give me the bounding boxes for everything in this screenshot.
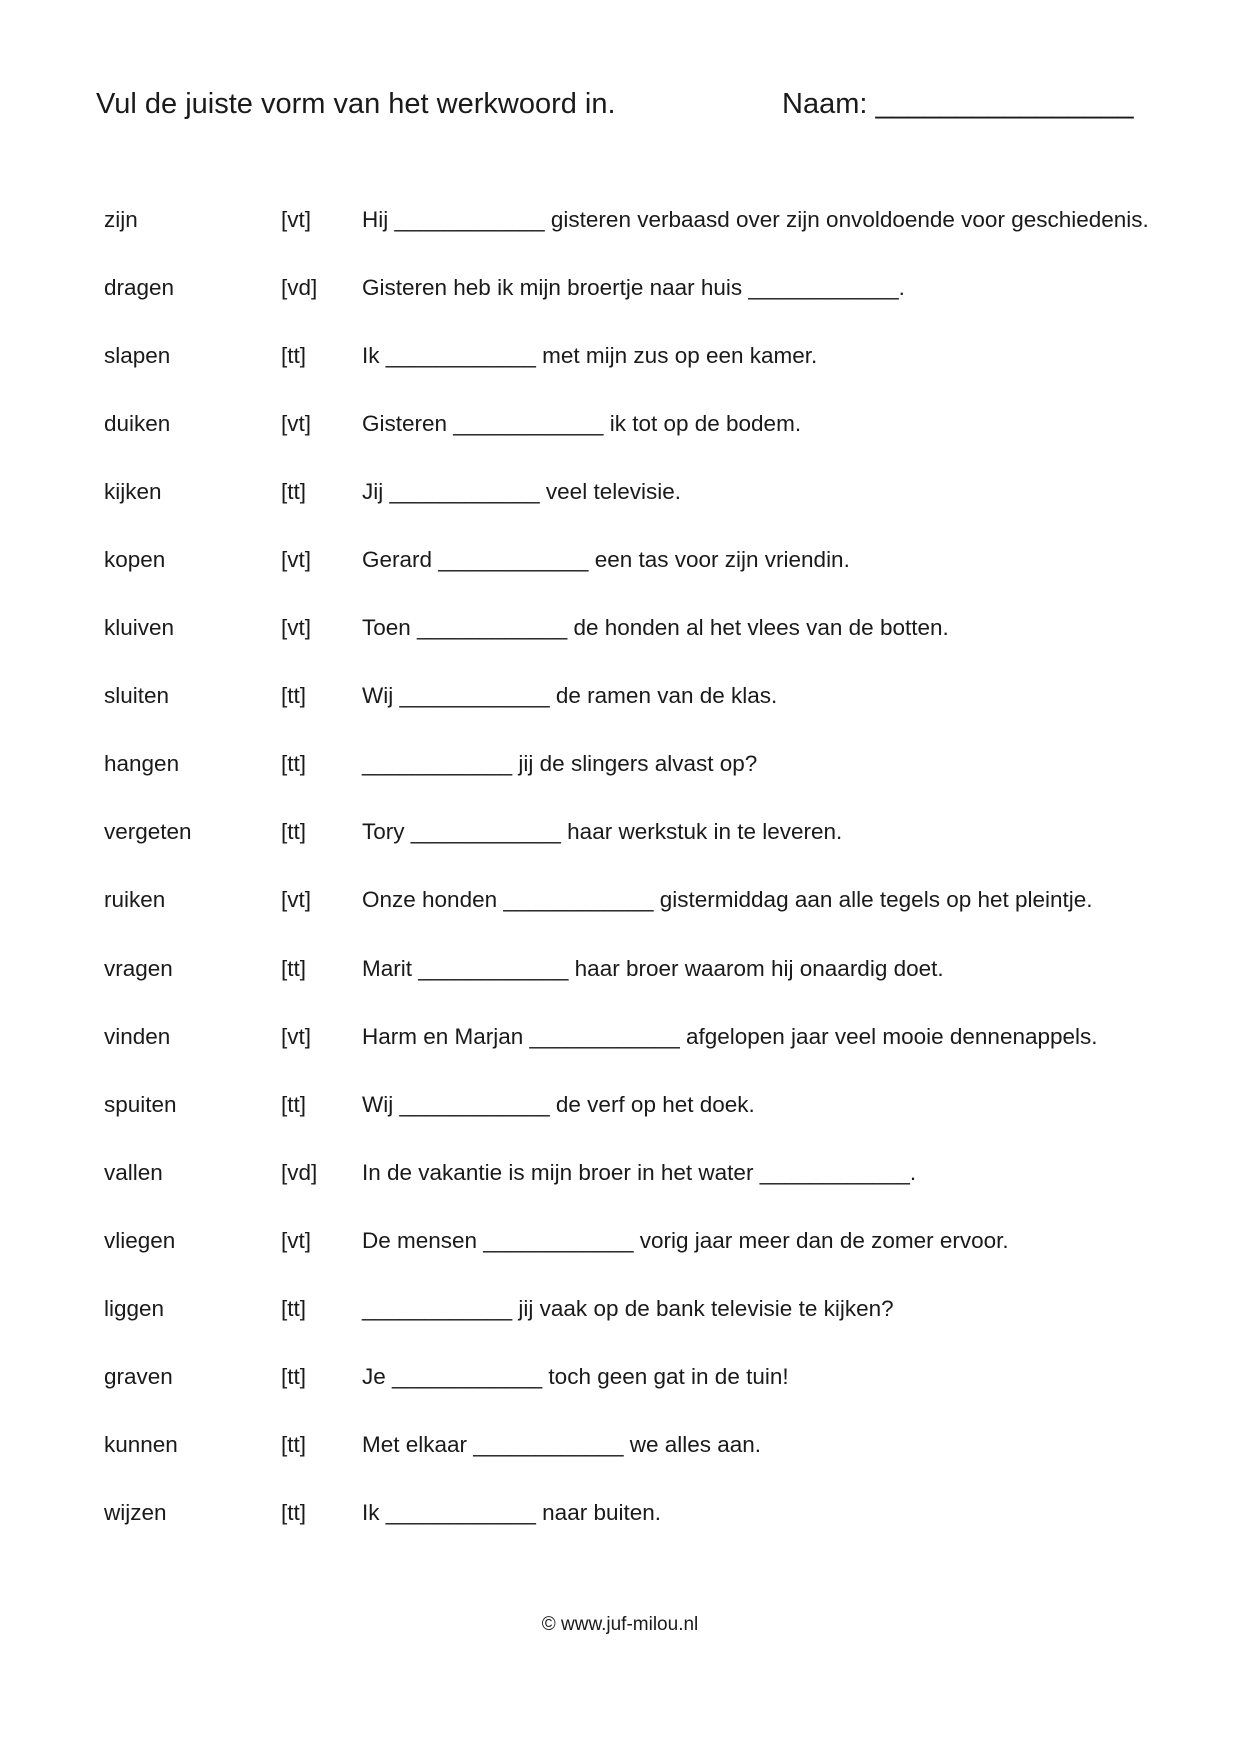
exercise-sentence: Ik ____________ naar buiten. bbox=[362, 1499, 662, 1525]
verb-label: vergeten bbox=[104, 819, 192, 845]
exercise-sentence: Jij ____________ veel televisie. bbox=[362, 479, 681, 505]
verb-label: vallen bbox=[104, 1159, 163, 1185]
exercise-row bbox=[0, 1289, 1240, 1357]
exercise-row bbox=[0, 200, 1240, 268]
exercise-sentence: Harm en Marjan ____________ afgelopen jaar veel mooie dennenappels. bbox=[362, 1023, 1098, 1049]
copyright-footer: © www.juf-milou.nl bbox=[541, 1614, 699, 1635]
tense-label: [tt] bbox=[281, 1431, 307, 1457]
exercise-sentence: Hij ____________ gisteren verbaasd over zijn onvoldoende voor geschiedenis. bbox=[362, 207, 1149, 232]
exercise-sentence: Onze honden ____________ gistermiddag aan alle tegels op het pleintje. bbox=[362, 887, 1093, 913]
exercise-row bbox=[0, 1017, 1240, 1085]
verb-label: ruiken bbox=[104, 887, 166, 913]
exercise-sentence: Toen ____________ de honden al het vlees van de botten. bbox=[362, 615, 949, 641]
verb-label: vragen bbox=[104, 955, 173, 981]
exercise-sentence: Ik ____________ met mijn zus op een kamer. bbox=[362, 343, 818, 369]
exercise-row bbox=[0, 472, 1240, 540]
exercise-sentence: ____________ jij de slingers alvast op? bbox=[362, 751, 758, 777]
tense-label: [vt] bbox=[281, 1227, 312, 1253]
verb-label: spuiten bbox=[104, 1091, 177, 1117]
verb-label: kijken bbox=[104, 479, 162, 505]
name-field: Naam: ________________ bbox=[782, 88, 1134, 120]
tense-label: [tt] bbox=[281, 479, 307, 505]
tense-label: [vt] bbox=[281, 1023, 312, 1049]
tense-label: [vt] bbox=[281, 547, 312, 573]
tense-label: [tt] bbox=[281, 1091, 307, 1117]
exercise-row bbox=[0, 404, 1240, 472]
tense-label: [tt] bbox=[281, 1499, 307, 1525]
exercise-row bbox=[0, 336, 1240, 404]
tense-label: [tt] bbox=[281, 683, 307, 709]
exercise-row bbox=[0, 1085, 1240, 1153]
verb-label: duiken bbox=[104, 411, 171, 437]
verb-label: kopen bbox=[104, 547, 166, 573]
verb-label: zijn bbox=[104, 207, 138, 232]
exercise-row bbox=[0, 540, 1240, 608]
verb-label: slapen bbox=[104, 343, 171, 369]
tense-label: [vt] bbox=[281, 411, 312, 437]
tense-label: [vd] bbox=[281, 1159, 318, 1185]
exercise-row bbox=[0, 880, 1240, 948]
tense-label: [vd] bbox=[281, 275, 318, 301]
verb-label: kluiven bbox=[104, 615, 175, 641]
tense-label: [tt] bbox=[281, 1295, 307, 1321]
exercise-row bbox=[0, 676, 1240, 744]
exercise-sentence: Marit ____________ haar broer waarom hij onaardig doet. bbox=[362, 955, 944, 981]
exercise-sentence: Wij ____________ de verf op het doek. bbox=[362, 1091, 755, 1117]
exercise-sentence: Je ____________ toch geen gat in de tuin! bbox=[362, 1363, 789, 1389]
tense-label: [tt] bbox=[281, 819, 307, 845]
exercise-sentence: Met elkaar ____________ we alles aan. bbox=[362, 1431, 762, 1457]
verb-label: wijzen bbox=[104, 1499, 167, 1525]
worksheet-header bbox=[96, 84, 1156, 124]
exercise-row bbox=[0, 744, 1240, 812]
exercise-row bbox=[0, 1493, 1240, 1561]
exercise-row bbox=[0, 1153, 1240, 1221]
exercise-row bbox=[0, 812, 1240, 880]
exercise-row bbox=[0, 1357, 1240, 1425]
exercise-sentence: ____________ jij vaak op de bank televisie te kijken? bbox=[362, 1295, 894, 1321]
exercise-row bbox=[0, 268, 1240, 336]
verb-label: sluiten bbox=[104, 683, 170, 709]
tense-label: [tt] bbox=[281, 343, 307, 369]
verb-label: liggen bbox=[104, 1295, 165, 1321]
verb-label: vliegen bbox=[104, 1227, 176, 1253]
verb-label: dragen bbox=[104, 275, 175, 301]
exercise-sentence: Gerard ____________ een tas voor zijn vriendin. bbox=[362, 547, 850, 573]
exercise-sentence: De mensen ____________ vorig jaar meer dan de zomer ervoor. bbox=[362, 1227, 1009, 1253]
exercise-row bbox=[0, 608, 1240, 676]
worksheet-title: Vul de juiste vorm van het werkwoord in. bbox=[96, 88, 616, 120]
exercise-row bbox=[0, 949, 1240, 1017]
tense-label: [tt] bbox=[281, 955, 307, 981]
exercise-sentence: Wij ____________ de ramen van de klas. bbox=[362, 683, 778, 709]
exercise-sentence: In de vakantie is mijn broer in het water ____________. bbox=[362, 1159, 917, 1185]
verb-label: graven bbox=[104, 1363, 173, 1389]
exercise-list bbox=[0, 200, 1240, 1561]
verb-label: vinden bbox=[104, 1023, 171, 1049]
exercise-row bbox=[0, 1221, 1240, 1289]
exercise-sentence: Gisteren heb ik mijn broertje naar huis ____________. bbox=[362, 275, 905, 301]
exercise-sentence: Gisteren ____________ ik tot op de bodem. bbox=[362, 411, 802, 437]
tense-label: [vt] bbox=[281, 615, 312, 641]
verb-label: kunnen bbox=[104, 1431, 178, 1457]
verb-label: hangen bbox=[104, 751, 180, 777]
tense-label: [tt] bbox=[281, 751, 307, 777]
tense-label: [tt] bbox=[281, 1363, 307, 1389]
exercise-row bbox=[0, 1425, 1240, 1493]
tense-label: [vt] bbox=[281, 207, 312, 232]
tense-label: [vt] bbox=[281, 887, 312, 913]
exercise-sentence: Tory ____________ haar werkstuk in te leveren. bbox=[362, 819, 843, 845]
